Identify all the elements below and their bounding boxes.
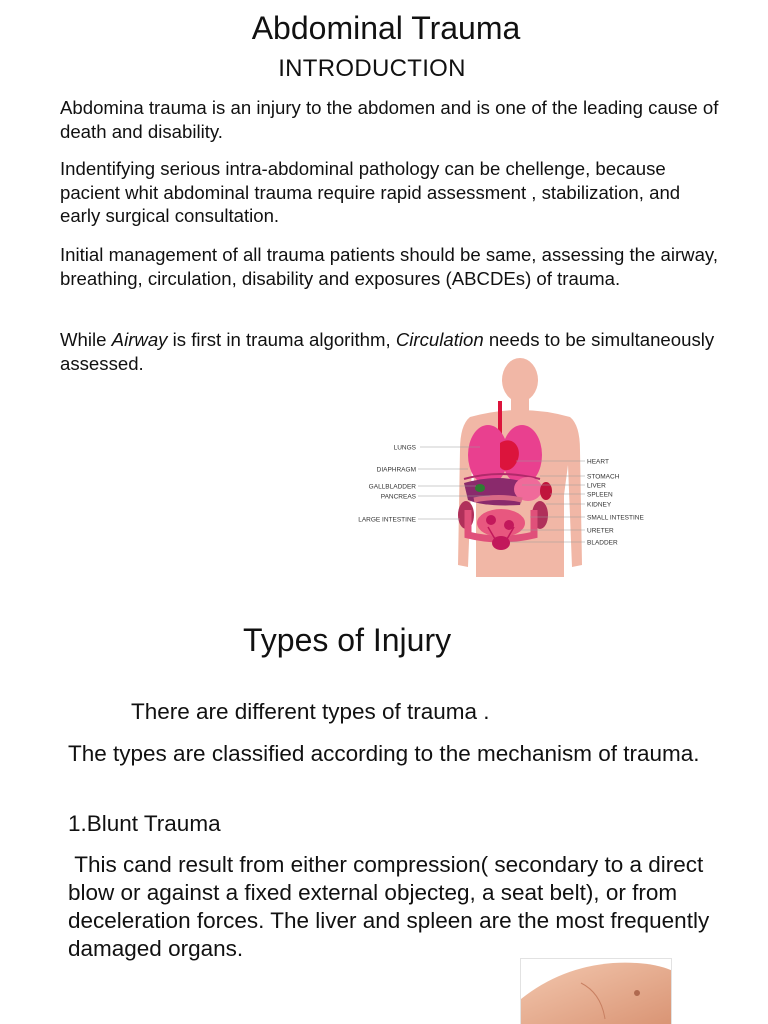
section-title-types: Types of Injury [243, 622, 452, 658]
label-large-intestine: LARGE INTESTINE [358, 516, 416, 524]
intro-paragraph-2: Indentifying serious intra-abdominal pathology can be chellenge, because pacient whit abdominal trauma require rapid assessment , stabilization, and early surgical consultation. [60, 158, 681, 226]
blunt-trauma-heading: 1.Blunt Trauma [68, 811, 221, 836]
label-heart: HEART [587, 458, 609, 466]
p4-text-end: needs to be simultaneously assessed. [60, 329, 715, 374]
figure-labels-right [587, 459, 644, 547]
label-pancreas: PANCREAS [380, 493, 416, 501]
p4-circulation-emphasis: Circulation [395, 329, 484, 350]
section-subtitle: INTRODUCTION [278, 55, 466, 82]
types-intro: There are different types of trauma . [131, 699, 490, 724]
label-small-intestine: SMALL INTESTINE [587, 514, 644, 522]
label-liver: LIVER [587, 482, 606, 490]
page-title: Abdominal Trauma [251, 10, 521, 46]
blunt-trauma-description: This cand result from either compression( secondary to a direct blow or against a fixed external objecteg, a seat belt), or from deceleration forces. The liver and spleen are the most frequently damaged organs. [68, 852, 716, 961]
label-kidney: KIDNEY [587, 501, 612, 509]
types-classification: The types are classified according to the mechanism of trauma. [68, 741, 700, 766]
label-gallbladder: GALLBLADDER [368, 483, 416, 491]
abdomen-photo [520, 958, 672, 1024]
label-ureter: URETER [587, 527, 614, 535]
label-bladder: BLADDER [587, 539, 618, 547]
p4-text-start: While [60, 329, 112, 350]
label-diaphragm: DIAPHRAGM [376, 466, 416, 474]
figure-labels-left [358, 445, 416, 524]
intro-paragraph-3: Initial management of all trauma patients should be same, assessing the airway, breathing, circulation, disability and exposures (ABCDEs) of trauma. [60, 244, 719, 289]
intro-paragraph-1: Abdomina trauma is an injury to the abdomen and is one of the leading cause of death and disability. [60, 97, 719, 142]
p4-airway-emphasis: Airway [111, 329, 168, 350]
label-stomach: STOMACH [587, 473, 620, 481]
label-lungs: LUNGS [393, 444, 416, 452]
label-spleen: SPLEEN [587, 491, 613, 499]
p4-text-middle: is first in trauma algorithm, [167, 329, 396, 350]
anatomy-diagram [350, 355, 650, 577]
